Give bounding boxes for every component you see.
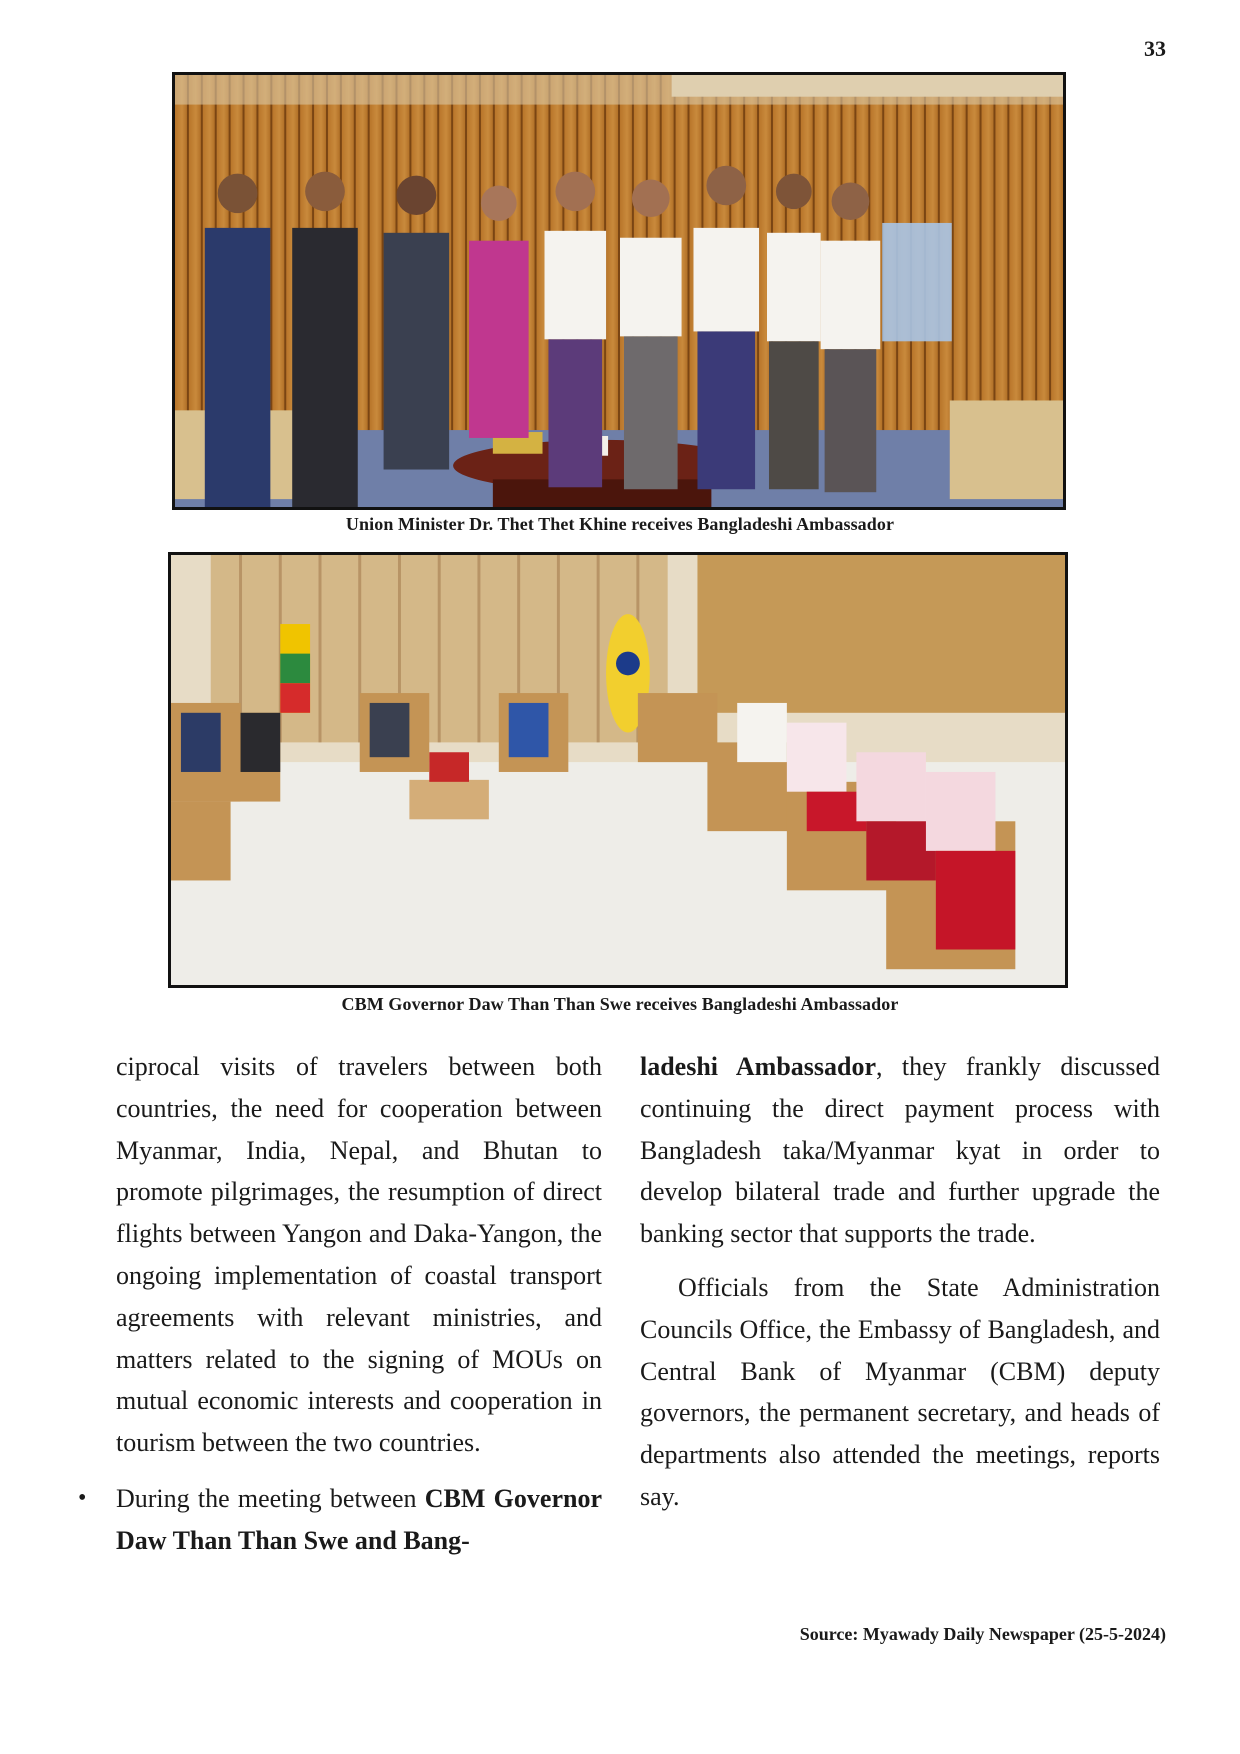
- meeting-room-image: [171, 555, 1065, 985]
- right-bold-text: ladeshi Ambassador: [640, 1052, 877, 1081]
- right-paragraph-1-text: , they frankly discussed continuing the direct payment process with Bangladesh taka/Myanmar kyat in order to develop bilateral trade and further upgrade the banking sector that supports the trade.: [640, 1052, 1160, 1249]
- bullet-paragraph: [78, 1478, 602, 1562]
- right-paragraph-2: Officials from the State Administration Councils Office, the Embassy of Bangladesh, and Central Bank of Myanmar (CBM) deputy governors, the permanent secretary, and heads of departments also attended the meetings, reports say.: [640, 1272, 1160, 1511]
- bullet-bold-text: CBM Governor Daw Than Than Swe and Bang-: [116, 1483, 602, 1555]
- left-paragraph-1: ciprocal visits of travelers between both countries, the need for cooperation between Myanmar, India, Nepal, and Bhutan to promote pilgrimages, the resumption of direct flights between Yangon and Daka-Yangon, the ongoing implementation of coastal transport agreements with relevant ministries, and matters related to the signing of MOUs on mutual economic interests and cooperation in tourism between the two countries.: [116, 1052, 602, 1458]
- group-photo-image: [175, 75, 1063, 507]
- bullet-icon: •: [78, 1484, 87, 1511]
- left-column: [78, 1046, 602, 1562]
- photo-caption-2: CBM Governor Daw Than Than Swe receives Bangladeshi Ambassador: [341, 994, 899, 1014]
- bullet-text: During the meeting between: [116, 1483, 425, 1513]
- page-number: 33: [1144, 36, 1166, 61]
- photo-minister-meeting: [172, 72, 1066, 510]
- right-column: [640, 1046, 1160, 1518]
- photo-caption-1: Union Minister Dr. Thet Thet Khine receives Bangladeshi Ambassador: [345, 514, 895, 534]
- source-citation: Source: Myawady Daily Newspaper (25-5-2024): [799, 1624, 1166, 1644]
- photo-cbm-meeting: [168, 552, 1068, 988]
- right-paragraph-1: [640, 1046, 1160, 1255]
